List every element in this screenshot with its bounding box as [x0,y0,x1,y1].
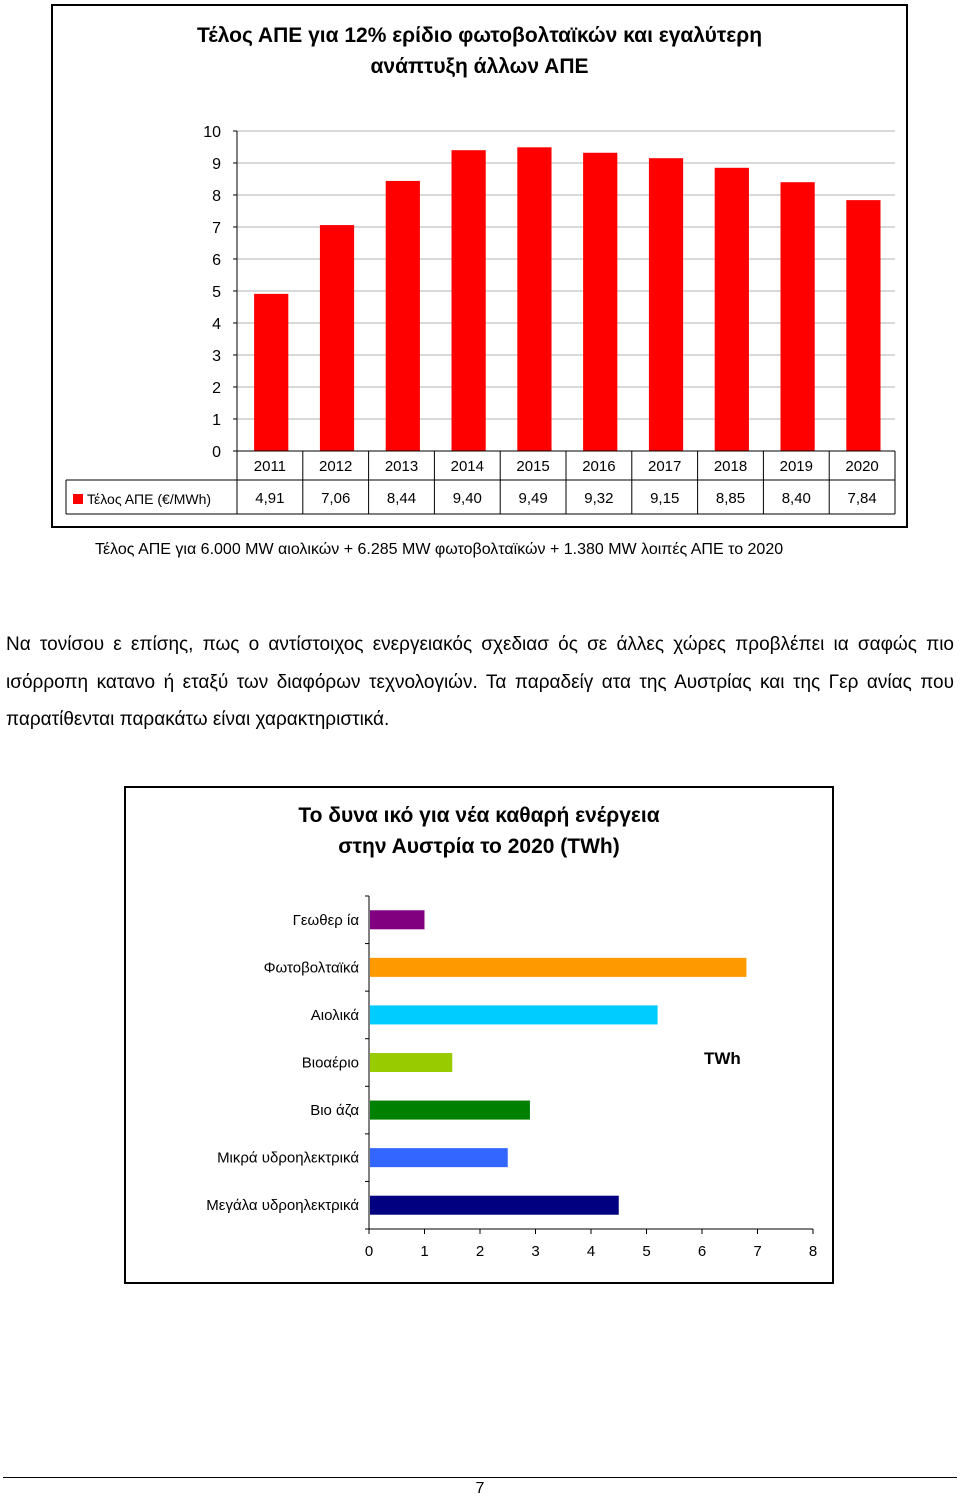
chart1-bar [452,150,486,451]
chart2-xtick-label: 3 [531,1243,540,1260]
chart1-category-label: 2015 [516,458,550,475]
chart1-ytick-label: 9 [212,156,221,173]
chart2-bar [370,1148,508,1167]
chart1-value-label: 4,91 [255,490,285,507]
chart1-plot [53,6,910,530]
chart1-category-label: 2013 [384,458,419,475]
chart2-unit-label: TWh [704,1049,741,1068]
chart1-ytick-label: 5 [212,284,221,301]
chart1-ytick-label: 2 [212,380,221,397]
body-paragraph: Να τονίσου ε επίσης, πως ο αντίστοιχος ενεργειακός σχεδιασ ός σε άλλες χώρες προβλέπει ια σαφώς πιο ισόρροπη κατανο ή εταξύ των διαφόρων τεχνολογιών. Τα παραδείγ ατα της Αυστρίας και της Γερ ανίας που παρατίθενται παρακάτω είναι χαρακτηριστικά. [6,634,954,730]
chart1-caption: Τέλος ΑΠΕ για 6.000 MW αιολικών + 6.285 MW φωτοβολταϊκών + 1.380 MW λοιπές ΑΠΕ το 2020 [95,541,784,558]
chart2-xtick-label: 2 [475,1243,485,1260]
page-number: 7 [475,1480,485,1497]
chart1-legend-swatch [73,494,83,504]
chart2-xtick-label: 4 [586,1243,596,1260]
chart2-xtick-label: 6 [697,1243,707,1260]
chart2-title-line-1: Το δυνα ικό για νέα καθαρή ενέργεια [298,804,660,827]
chart2-bar [370,958,746,977]
chart2-category-label: Αιολικά [310,1006,359,1024]
chart2-bar [370,1053,452,1072]
chart2-xtick-label: 5 [642,1243,651,1260]
renewables-levy-chart [51,4,908,528]
chart1-category-label: 2019 [779,458,813,475]
chart1-value-label: 8,44 [386,490,417,507]
chart2-category-label: Φωτοβολταϊκά [263,959,359,977]
chart1-bar [715,168,749,451]
chart1-value-label: 9,32 [584,490,614,507]
chart1-value-label: 9,40 [452,490,482,507]
chart2-category-label: Μικρά υδροηλεκτρικά [217,1149,359,1167]
chart1-ytick-label: 6 [212,252,221,269]
chart2-xtick-label: 8 [808,1243,818,1260]
chart1-value-label: 7,84 [847,490,877,507]
chart2-xtick-label: 1 [420,1243,429,1260]
chart1-category-label: 2016 [582,458,616,475]
chart1-ytick-label: 7 [212,220,221,237]
chart2-bar [370,910,425,929]
chart1-title-line-2: ανάπτυξη άλλων ΑΠΕ [370,55,589,78]
chart1-bar [846,200,880,451]
chart2-category-label: Βιοαέριο [301,1054,359,1072]
chart1-bar [781,182,815,451]
chart1-ytick-label: 8 [212,188,221,205]
chart2-category-label: Γεωθερ ία [292,911,359,929]
chart2-bar [370,1005,658,1024]
chart1-bar [517,147,551,451]
chart2-plot [126,788,836,1286]
chart1-category-label: 2011 [253,458,287,475]
chart1-category-label: 2017 [648,458,682,475]
chart2-xtick-label: 0 [364,1243,374,1260]
chart2-title-line-2: στην Αυστρία το 2020 (TWh) [338,835,620,858]
chart1-ytick-label: 10 [203,124,221,141]
chart1-category-label: 2018 [713,458,748,475]
chart2-bar [370,1101,530,1120]
chart1-bar [386,181,420,451]
chart1-value-label: 8,85 [715,490,746,507]
chart1-ytick-label: 3 [212,348,221,365]
chart1-category-label: 2012 [319,458,353,475]
chart1-title-line-1: Τέλος ΑΠΕ για 12% ερίδιο φωτοβολταϊκών και εγαλύτερη [196,24,763,47]
chart1-bar [649,158,683,451]
chart1-ytick-label: 0 [212,444,221,461]
chart2-bar [370,1196,619,1215]
chart1-category-label: 2014 [450,458,484,475]
chart1-bar [583,153,617,451]
chart1-value-label: 7,06 [321,490,351,507]
chart1-value-label: 9,15 [650,490,680,507]
chart1-bar [254,294,288,451]
chart1-ytick-label: 1 [212,412,221,429]
chart2-xtick-label: 7 [753,1243,762,1260]
chart1-value-label: 8,40 [781,490,811,507]
chart1-category-label: 2020 [845,458,879,475]
chart2-category-label: Βιο άζα [310,1102,359,1120]
chart1-legend-label: Τέλος ΑΠΕ (€/MWh) [87,491,212,507]
chart1-ytick-label: 4 [212,316,221,333]
chart1-bar [320,225,354,451]
chart2-category-label: Μεγάλα υδροηλεκτρικά [206,1197,359,1215]
austria-clean-energy-chart [124,786,834,1284]
footer-rule [3,1477,957,1478]
chart1-value-label: 9,49 [518,490,548,507]
